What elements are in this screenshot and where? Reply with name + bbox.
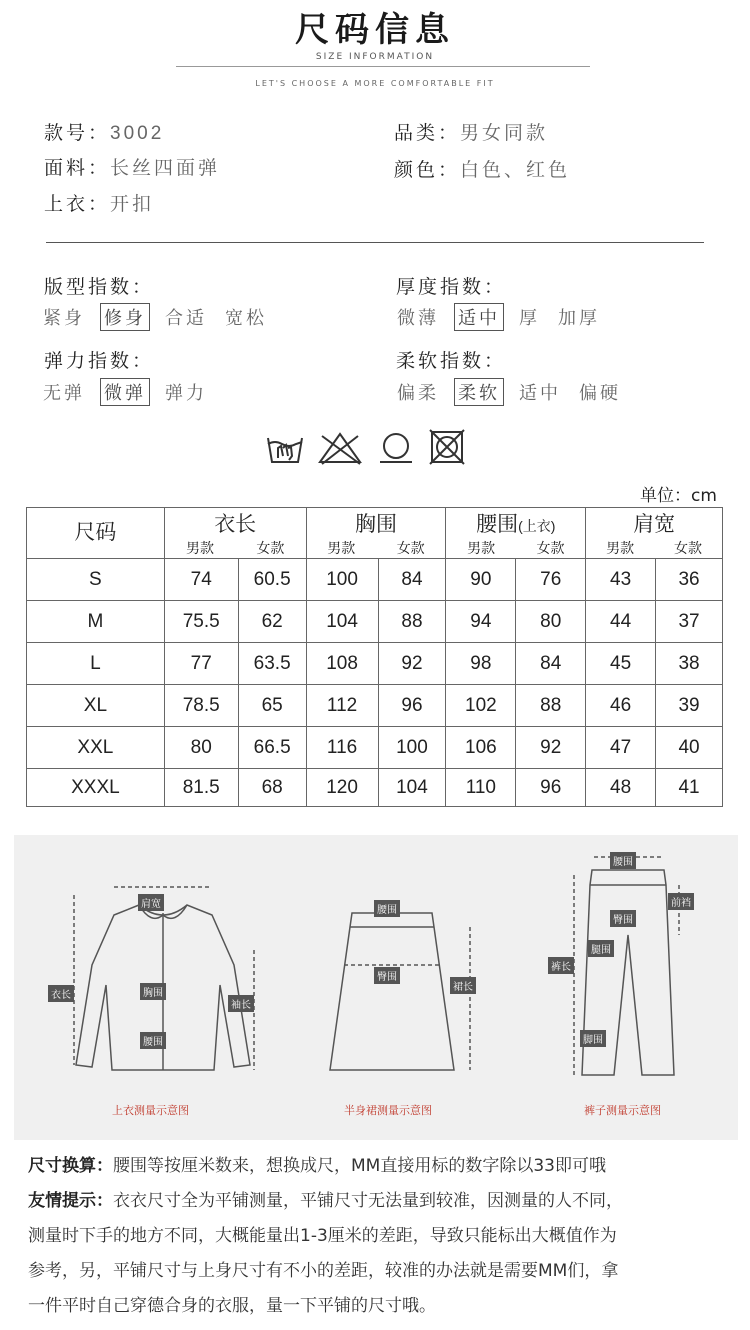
value-cell: 112 [306,685,378,727]
page-subtitle: SIZE INFORMATION [315,52,435,62]
softness-index-title: 柔软指数： [396,350,507,372]
male-label: 男款 [185,540,214,556]
value-cell: 39 [656,685,723,727]
pants-front-rise-label: 前裆 [668,893,694,910]
tip-line-2: 测量时下手的地方不同，大概能量出1-3厘米的差距，导致只能标出大概值作为 [28,1226,617,1246]
value-cell: 43 [586,559,656,601]
softness-index-options [394,378,636,406]
value-cell: 104 [378,769,446,807]
header-group-shoulder [586,508,723,559]
style-no [44,118,164,145]
female-label: 女款 [256,540,285,556]
tip-label: 友情提示： [28,1191,113,1211]
skirt-waist-label: 腰围 [374,900,400,917]
shirt-shoulder-label: 肩宽 [138,894,164,911]
female-label: 女款 [674,540,703,556]
value-cell: 80 [516,601,586,643]
thickness-option: 微薄 [397,308,439,329]
value-cell: 100 [378,727,446,769]
conversion-text: 腰围等按厘米数来，想换成尺，MM直接用标的数字除以33即可哦 [113,1156,606,1176]
fabric-label: 面料： [44,157,111,179]
top-closure [44,189,154,216]
softness-option: 偏柔 [397,383,439,404]
unit-label: 单位：cm [640,486,717,506]
group-name: 肩宽 [633,513,676,536]
fit-option: 紧身 [43,308,85,329]
value-cell: 92 [516,727,586,769]
group-name: 衣长 [214,513,257,536]
category [394,118,548,145]
value-cell: 37 [656,601,723,643]
style-no-value: 3002 [110,123,165,144]
group-name: 胸围 [355,513,397,536]
header-group-chest [306,508,446,559]
elasticity-option-selected: 微弹 [100,378,150,406]
table-row [27,601,723,643]
section-divider [46,242,704,243]
value-cell: 90 [446,559,516,601]
header-group-waist [446,508,586,559]
female-label: 女款 [396,540,425,556]
value-cell: 81.5 [164,769,238,807]
shirt-chest-label: 胸围 [140,983,166,1000]
tip-line-4: 一件平时自己穿德合身的衣服，量一下平铺的尺寸哦。 [28,1296,436,1316]
thickness-option-selected: 适中 [454,303,504,331]
page-title: 尺码信息 [295,10,455,50]
elasticity-index-title: 弹力指数： [44,350,155,372]
header-divider [176,66,590,67]
value-cell: 106 [446,727,516,769]
tip-line-3: 参考，另，平铺尺寸与上身尺寸有不小的差距，较准的办法就是需要MM们，拿 [28,1261,619,1281]
page-tagline: LET'S CHOOSE A MORE COMFORTABLE FIT [255,79,495,88]
value-cell: 41 [656,769,723,807]
pants-caption: 裤子测量示意图 [584,1104,661,1117]
softness-option: 适中 [519,383,561,404]
elasticity-option: 无弹 [43,383,85,404]
value-cell: 66.5 [238,727,306,769]
skirt-length-label: 裙长 [450,977,476,994]
conversion-label: 尺寸换算： [28,1156,113,1176]
color [394,155,570,182]
value-cell: 74 [164,559,238,601]
value-cell: 38 [656,643,723,685]
value-cell: 65 [238,685,306,727]
shirt-waist-label: 腰围 [140,1032,166,1049]
value-cell: 108 [306,643,378,685]
group-suffix: (上衣) [518,518,556,534]
value-cell: 100 [306,559,378,601]
fit-option-selected: 修身 [100,303,150,331]
value-cell: 84 [516,643,586,685]
fabric [44,153,220,180]
no-bleach-icon [320,434,360,464]
tip-text: 衣衣尺寸全为平铺测量，平铺尺寸无法量到较准，因测量的人不同， [113,1191,623,1211]
top-value: 开扣 [110,193,155,215]
style-no-label: 款号： [44,122,111,144]
fit-index-options [40,303,282,331]
value-cell: 45 [586,643,656,685]
size-header: 尺码 [27,508,165,559]
skirt-hip-label: 臀围 [374,967,400,984]
value-cell: 60.5 [238,559,306,601]
no-tumble-dry-icon [430,430,464,464]
pants-thigh-label: 腿围 [588,940,614,957]
fit-index-title: 版型指数： [44,276,155,298]
male-label: 男款 [606,540,635,556]
header-group-length [164,508,306,559]
value-cell: 94 [446,601,516,643]
category-label: 品类： [394,122,461,144]
value-cell: 88 [516,685,586,727]
value-cell: 116 [306,727,378,769]
shirt-caption: 上衣测量示意图 [112,1104,189,1117]
softness-option-selected: 柔软 [454,378,504,406]
conversion-note [28,1150,728,1182]
size-cell: XXL [27,727,165,769]
table-row [27,769,723,807]
softness-option: 偏硬 [579,383,621,404]
table-row [27,559,723,601]
value-cell: 88 [378,601,446,643]
value-cell: 36 [656,559,723,601]
value-cell: 92 [378,643,446,685]
pants-waist-label: 腰围 [610,852,636,869]
pants-length-label: 裤长 [548,957,574,974]
male-label: 男款 [467,540,496,556]
elasticity-option: 弹力 [165,383,207,404]
size-cell: M [27,601,165,643]
value-cell: 76 [516,559,586,601]
shirt-length-label: 衣长 [48,985,74,1002]
size-cell: S [27,559,165,601]
shirt-sleeve-label: 袖长 [228,995,254,1012]
table-row [27,643,723,685]
female-label: 女款 [536,540,565,556]
value-cell: 48 [586,769,656,807]
skirt-caption: 半身裙测量示意图 [344,1104,432,1117]
elasticity-index-options [40,378,222,406]
thickness-index-title: 厚度指数： [396,276,507,298]
value-cell: 47 [586,727,656,769]
thickness-index-options [394,303,615,331]
category-value: 男女同款 [460,122,549,144]
value-cell: 96 [378,685,446,727]
table-header-row [27,508,723,559]
table-row [27,727,723,769]
measurement-illustrations [14,835,738,1140]
value-cell: 44 [586,601,656,643]
skirt-illustration [330,913,470,1070]
male-label: 男款 [327,540,356,556]
value-cell: 96 [516,769,586,807]
value-cell: 110 [446,769,516,807]
color-label: 颜色： [394,159,461,181]
top-label: 上衣： [44,193,111,215]
fit-option: 合适 [165,308,207,329]
color-value: 白色、红色 [460,159,571,181]
pants-hip-label: 臀围 [610,910,636,927]
value-cell: 104 [306,601,378,643]
fit-option: 宽松 [225,308,267,329]
table-row [27,685,723,727]
group-name: 腰围 [476,513,519,536]
care-icons [262,428,472,468]
value-cell: 77 [164,643,238,685]
value-cell: 120 [306,769,378,807]
size-table [26,507,723,807]
value-cell: 62 [238,601,306,643]
dry-clean-icon [380,434,412,462]
value-cell: 63.5 [238,643,306,685]
fabric-value: 长丝四面弹 [110,157,221,179]
size-cell: XXXL [27,769,165,807]
value-cell: 80 [164,727,238,769]
value-cell: 46 [586,685,656,727]
hand-wash-icon [268,438,302,462]
tip-line-1 [28,1185,728,1217]
value-cell: 98 [446,643,516,685]
value-cell: 75.5 [164,601,238,643]
value-cell: 78.5 [164,685,238,727]
value-cell: 84 [378,559,446,601]
pants-hem-label: 脚围 [580,1030,606,1047]
value-cell: 40 [656,727,723,769]
thickness-option: 加厚 [558,308,600,329]
size-cell: L [27,643,165,685]
value-cell: 102 [446,685,516,727]
value-cell: 68 [238,769,306,807]
size-cell: XL [27,685,165,727]
thickness-option: 厚 [519,308,540,329]
